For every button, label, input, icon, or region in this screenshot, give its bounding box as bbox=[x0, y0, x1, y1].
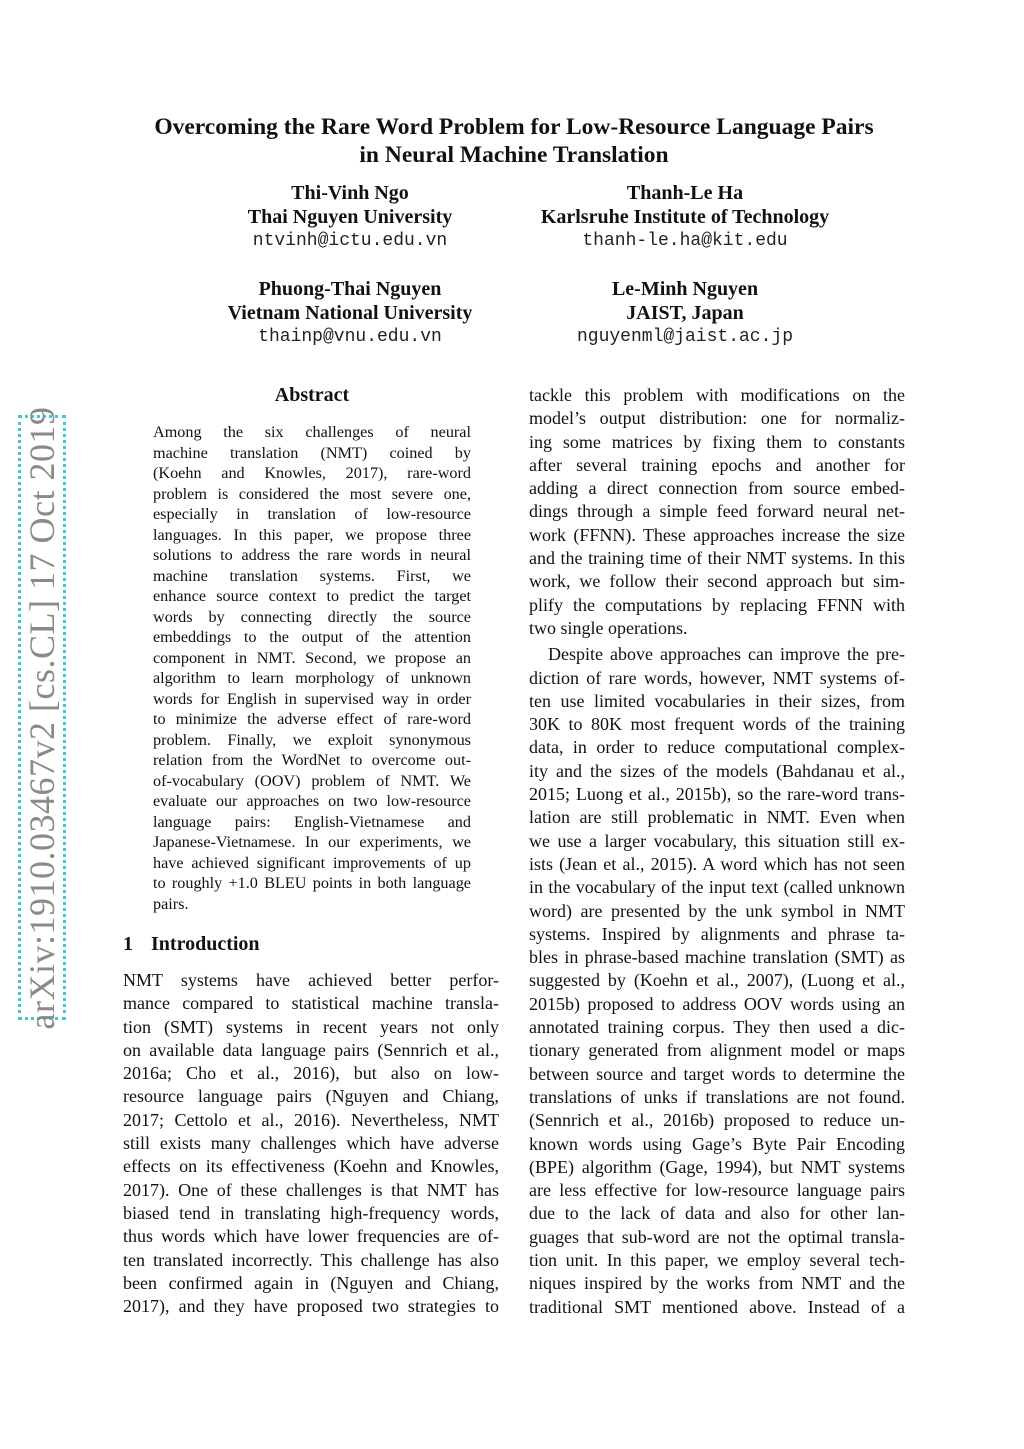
author-block bbox=[190, 181, 510, 254]
text-line: systems. Inspired by alignments and phrase ta- bbox=[529, 923, 905, 944]
author-name: Le-Minh Nguyen bbox=[611, 278, 759, 300]
text-line: still exists many challenges which have adverse bbox=[123, 1133, 499, 1154]
paper-title bbox=[100, 113, 928, 169]
text-line: (BPE) algorithm (Gage, 1994), but NMT systems bbox=[529, 1156, 905, 1177]
author-name: Phuong-Thai Nguyen bbox=[258, 278, 442, 300]
text-line: machine translation systems. First, we bbox=[153, 566, 471, 585]
text-line: dings through a simple feed forward neural net- bbox=[529, 501, 905, 522]
text-line: and the training time of their NMT systems. In this bbox=[529, 548, 905, 569]
text-line: NMT systems have achieved better perfor- bbox=[123, 970, 499, 990]
author-affiliation: Thai Nguyen University bbox=[247, 206, 453, 228]
intro-left-column bbox=[123, 969, 499, 1318]
text-line: data, in order to reduce computational complex- bbox=[529, 737, 905, 758]
text-line: problem is considered the most severe one, bbox=[153, 484, 471, 503]
text-line: mance compared to statistical machine transla- bbox=[123, 993, 499, 1014]
text-line: tackle this problem with modifications on the bbox=[529, 385, 905, 405]
text-line: (Sennrich et al., 2016b) proposed to reduce un- bbox=[529, 1110, 905, 1131]
author-email[interactable]: thanh-le.ha@kit.edu bbox=[582, 231, 788, 251]
author-email[interactable]: ntvinh@ictu.edu.vn bbox=[252, 231, 448, 251]
arxiv-stamp bbox=[18, 406, 66, 1029]
text-line: work, we follow their second approach but sim- bbox=[529, 571, 905, 592]
text-line: 30K to 80K most frequent words of the training bbox=[529, 714, 905, 735]
text-line: between source and target words to determine the bbox=[529, 1063, 905, 1084]
author-affiliation: JAIST, Japan bbox=[626, 302, 744, 324]
text-line: Japanese-Vietnamese. In our experiments, we bbox=[153, 833, 471, 851]
text-line: machine translation (NMT) coined by bbox=[153, 443, 471, 462]
text-line: on available data language pairs (Sennrich et al., bbox=[123, 1039, 499, 1060]
text-line: enhance source context to predict the target bbox=[153, 587, 471, 605]
text-line: been confirmed again in (Nguyen and Chiang, bbox=[123, 1272, 499, 1293]
text-line: diction of rare words, however, NMT systems of- bbox=[529, 667, 905, 688]
text-line: of-vocabulary (OOV) problem of NMT. We bbox=[153, 771, 471, 790]
text-line: relation from the WordNet to overcome out- bbox=[153, 751, 471, 769]
text-line: pairs. bbox=[153, 894, 189, 913]
text-line: ten use limited vocabularies in their sizes, from bbox=[529, 690, 905, 711]
text-line: languages. In this paper, we propose three bbox=[153, 525, 471, 544]
text-line: to minimize the adverse effect of rare-word bbox=[153, 710, 471, 728]
author-block bbox=[515, 181, 855, 254]
text-line: bles in phrase-based machine translation (SMT) as bbox=[529, 947, 905, 968]
text-line: in the vocabulary of the input text (called unknown bbox=[529, 877, 905, 898]
author-email[interactable]: nguyenml@jaist.ac.jp bbox=[576, 327, 794, 347]
abstract-heading: Abstract bbox=[274, 384, 350, 406]
text-line: we use a larger vocabulary, this situation still ex- bbox=[529, 830, 905, 851]
text-line: adding a direct connection from source embed- bbox=[529, 478, 905, 499]
author-name: Thi-Vinh Ngo bbox=[291, 182, 409, 204]
text-line: are less effective for low-resource language pairs bbox=[529, 1180, 905, 1201]
text-line: words for English in supervised way in order bbox=[153, 689, 471, 708]
title-line-2: in Neural Machine Translation bbox=[359, 142, 669, 168]
text-line: 2015; Luong et al., 2015b), so the rare-word trans- bbox=[529, 784, 905, 805]
author-affiliation: Vietnam National University bbox=[227, 302, 473, 324]
text-line: ists (Jean et al., 2015). A word which has not seen bbox=[529, 853, 905, 874]
text-line: suggested by (Koehn et al., 2007), (Luong et al., bbox=[529, 970, 905, 991]
author-block bbox=[515, 277, 855, 350]
text-line: ity and the sizes of the models (Bahdanau et al., bbox=[529, 760, 905, 781]
text-line: 2015b) proposed to address OOV words using an bbox=[529, 993, 905, 1014]
text-line: annotated training corpus. They then used a dic- bbox=[529, 1017, 905, 1038]
text-line: 2017). One of these challenges is that NMT has bbox=[123, 1179, 499, 1200]
text-line: problem. Finally, we exploit synonymous bbox=[153, 730, 471, 749]
text-line: thus words which have lower frequencies are of- bbox=[123, 1226, 499, 1247]
text-line: effects on its effectiveness (Koehn and Knowles, bbox=[123, 1156, 499, 1177]
author-name: Thanh-Le Ha bbox=[626, 182, 744, 204]
text-line: traditional SMT mentioned above. Instead of a bbox=[529, 1296, 905, 1317]
text-line: biased tend in translating high-frequency words, bbox=[123, 1202, 499, 1223]
text-line: two single operations. bbox=[529, 617, 688, 638]
abstract-body bbox=[153, 422, 471, 914]
arxiv-id: arXiv:1910.03467v2 [cs.CL] 17 Oct 2019 bbox=[22, 406, 62, 1029]
text-line: translations of unks if translations are not found. bbox=[529, 1086, 905, 1107]
section-number: 1 bbox=[123, 933, 133, 955]
text-line: 2017), and they have proposed two strategies to bbox=[123, 1296, 499, 1317]
author-email[interactable]: thainp@vnu.edu.vn bbox=[258, 327, 442, 347]
text-line: ten translated incorrectly. This challenge has also bbox=[123, 1249, 499, 1270]
text-line: guages that sub-word are not the optimal transla- bbox=[529, 1226, 905, 1247]
text-line: 2017; Cettolo et al., 2016). Nevertheless, NMT bbox=[123, 1109, 499, 1130]
intro-right-column bbox=[529, 384, 905, 1319]
section-title: Introduction bbox=[151, 933, 260, 955]
text-line: words by connecting directly the source bbox=[153, 607, 471, 626]
text-line: especially in translation of low-resource bbox=[153, 505, 471, 523]
text-line: tionary generated from alignment model or maps bbox=[529, 1040, 905, 1061]
text-line: niques inspired by the works from NMT and the bbox=[529, 1273, 905, 1294]
text-line: to roughly +1.0 BLEU points in both language bbox=[153, 874, 471, 892]
section-heading bbox=[123, 933, 260, 956]
text-line: tion unit. In this paper, we employ several tech- bbox=[529, 1249, 905, 1270]
text-line: word) are presented by the unk symbol in NMT bbox=[529, 900, 905, 921]
text-line: language pairs: English-Vietnamese and bbox=[153, 812, 471, 831]
text-line: lation are still problematic in NMT. Even when bbox=[529, 807, 905, 828]
text-line: solutions to address the rare words in neural bbox=[153, 546, 471, 564]
text-line: have achieved significant improvements of up bbox=[153, 853, 471, 872]
text-line: evaluate our approaches on two low-resource bbox=[153, 792, 471, 810]
text-line: algorithm to learn morphology of unknown bbox=[153, 669, 471, 687]
text-line: ing some matrices by fixing them to constants bbox=[529, 431, 905, 452]
text-line: work (FFNN). These approaches increase the size bbox=[529, 524, 905, 545]
author-block bbox=[190, 277, 510, 350]
text-line: known words using Gage’s Byte Pair Encoding bbox=[529, 1133, 905, 1154]
text-line: due to the lack of data and also for other lan- bbox=[529, 1203, 905, 1224]
text-line: tion (SMT) systems in recent years not only bbox=[123, 1016, 499, 1037]
text-line: plify the computations by replacing FFNN with bbox=[529, 594, 905, 615]
text-line: model’s output distribution: one for normaliz- bbox=[529, 408, 905, 429]
text-line: component in NMT. Second, we propose an bbox=[153, 648, 471, 667]
text-line: embeddings to the output of the attention bbox=[153, 628, 471, 646]
title-line-1: Overcoming the Rare Word Problem for Low-Resource Language Pairs bbox=[154, 114, 874, 140]
author-affiliation: Karlsruhe Institute of Technology bbox=[540, 206, 830, 228]
text-line: 2016a; Cho et al., 2016), but also on low- bbox=[123, 1063, 499, 1084]
text-line: resource language pairs (Nguyen and Chiang, bbox=[123, 1086, 499, 1107]
text-line: after several training epochs and another for bbox=[529, 454, 905, 475]
text-line: Among the six challenges of neural bbox=[153, 423, 471, 441]
text-line: (Koehn and Knowles, 2017), rare-word bbox=[153, 464, 471, 482]
text-line: Despite above approaches can improve the pre- bbox=[548, 644, 905, 665]
